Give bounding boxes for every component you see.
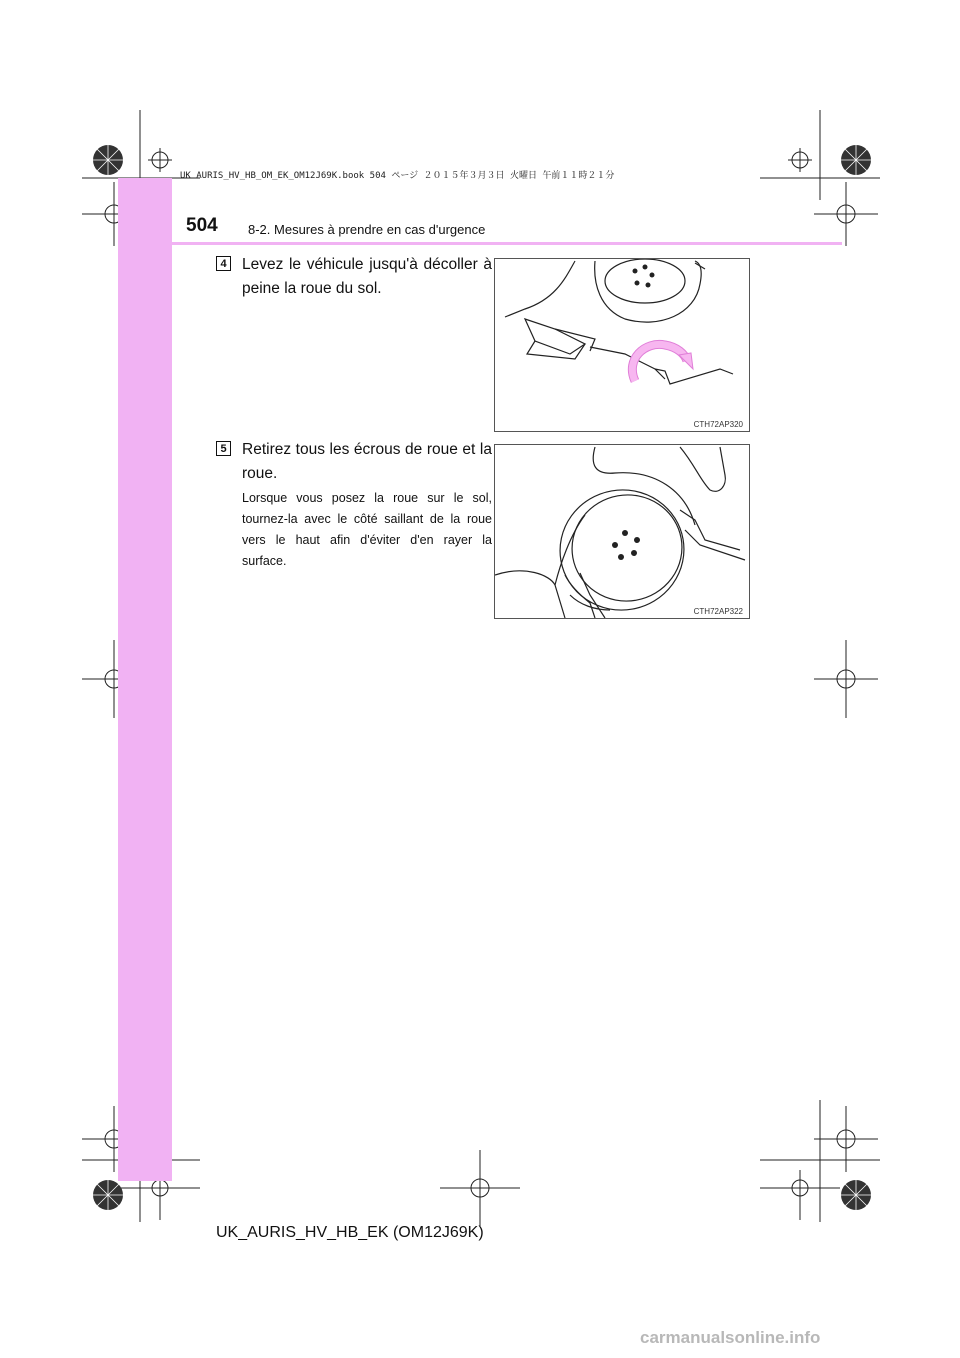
print-stamp: UK AURIS_HV_HB_OM_EK_OM12J69K.book 504 ページ ２０１５年３月３日 火曜日 午前１１時２１分 <box>180 171 615 181</box>
figure-jack-lifting <box>494 258 750 432</box>
wheel-illustration <box>495 445 749 618</box>
section-title: 8-2. Mesures à prendre en cas d'urgence <box>248 222 486 237</box>
jack-illustration <box>495 259 749 431</box>
header-rule <box>118 242 842 245</box>
step-5-note: Lorsque vous posez la roue sur le sol, tournez-la avec le côté saillant de la roue vers le haut afin d'éviter d'en rayer la surface. <box>242 491 492 568</box>
model-code: UK_AURIS_HV_HB_EK (OM12J69K) <box>216 1224 484 1241</box>
page-number: 504 <box>186 215 218 236</box>
step-badge-5: 5 <box>216 441 231 456</box>
figure-caption: CTH72AP320 <box>693 420 743 429</box>
section-sidebar <box>118 178 172 1181</box>
figure-caption: CTH72AP322 <box>693 607 743 616</box>
watermark: carmanualsonline.info <box>640 1328 821 1347</box>
figure-wheel-removal <box>494 444 750 619</box>
step-5-text: Retirez tous les écrous de roue et la roue. <box>242 441 492 482</box>
step-4-text: Levez le véhicule jusqu'à décoller à peine la roue du sol. <box>242 256 492 297</box>
step-badge-4: 4 <box>216 256 231 271</box>
